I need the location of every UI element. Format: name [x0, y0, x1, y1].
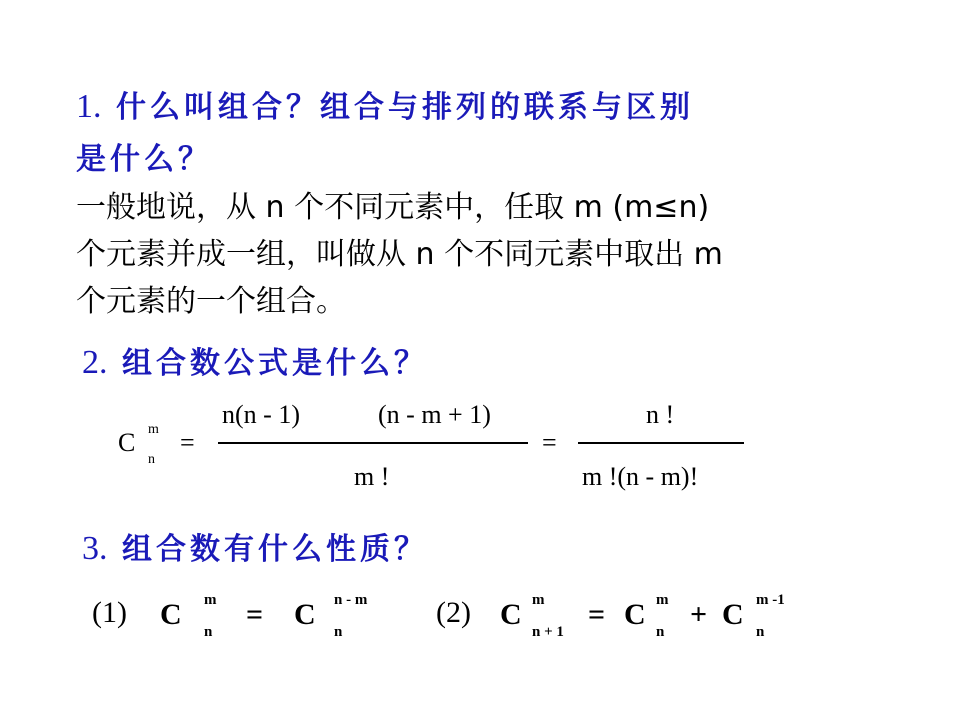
question-1-line-1 — [76, 82, 694, 126]
property-1-sub1: n — [204, 624, 213, 640]
formula-equals-1: = — [180, 428, 195, 457]
fraction-bar-2 — [578, 442, 744, 444]
formula-numerator-1b: (n - m + 1) — [378, 400, 491, 429]
property-1-sup2: n - m — [334, 592, 368, 608]
property-2-equals: = — [588, 598, 606, 631]
formula-numerator-2: n ! — [646, 400, 675, 429]
property-2-sub3: n — [756, 624, 765, 640]
formula-numerator-1a: n(n - 1) — [222, 400, 300, 429]
property-1-label: (1) — [92, 596, 127, 629]
fraction-bar-1 — [218, 442, 528, 444]
question-2-number: 2. — [82, 344, 108, 381]
property-2-sup1: m — [532, 592, 545, 608]
question-2 — [82, 338, 428, 382]
property-1-sup1: m — [204, 592, 217, 608]
question-3-number: 3. — [82, 530, 108, 567]
property-2-sub1: n + 1 — [532, 624, 564, 640]
formula-sub-n: n — [148, 452, 155, 467]
property-1-C2: C — [294, 598, 316, 631]
question-1-text: 什么叫组合？组合与排列的联系与区别 — [115, 90, 694, 125]
answer-1-line-2: 个元素并成一组，叫做从 n 个不同元素中取出 m — [76, 237, 723, 272]
property-2-C3: C — [722, 598, 744, 631]
question-2-text: 组合数公式是什么？ — [121, 346, 428, 381]
formula-denominator-2: m !(n - m)! — [582, 462, 699, 491]
property-2-plus: + — [690, 598, 708, 631]
property-1-equals: = — [246, 598, 264, 631]
question-3 — [82, 524, 428, 568]
property-2-sub2: n — [656, 624, 665, 640]
property-2-sup2: m — [656, 592, 669, 608]
answer-1-line-3: 个元素的一个组合。 — [76, 284, 346, 319]
property-2-C2: C — [624, 598, 646, 631]
formula-C: C — [118, 428, 136, 457]
question-3-text: 组合数有什么性质？ — [121, 532, 428, 567]
property-1-C1: C — [160, 598, 182, 631]
property-2-C1: C — [500, 598, 522, 631]
question-1-number: 1. — [76, 88, 102, 125]
question-1-line-2: 是什么？ — [76, 142, 212, 177]
formula-sup-m: m — [148, 422, 159, 437]
property-2-sup3: m -1 — [756, 592, 785, 608]
formula-equals-2: = — [542, 428, 557, 457]
property-1-sub2: n — [334, 624, 343, 640]
property-2-label: (2) — [436, 596, 471, 629]
formula-denominator-1: m ! — [354, 462, 390, 491]
answer-1-line-1: 一般地说，从 n 个不同元素中，任取 m (m≤n) — [76, 190, 710, 225]
